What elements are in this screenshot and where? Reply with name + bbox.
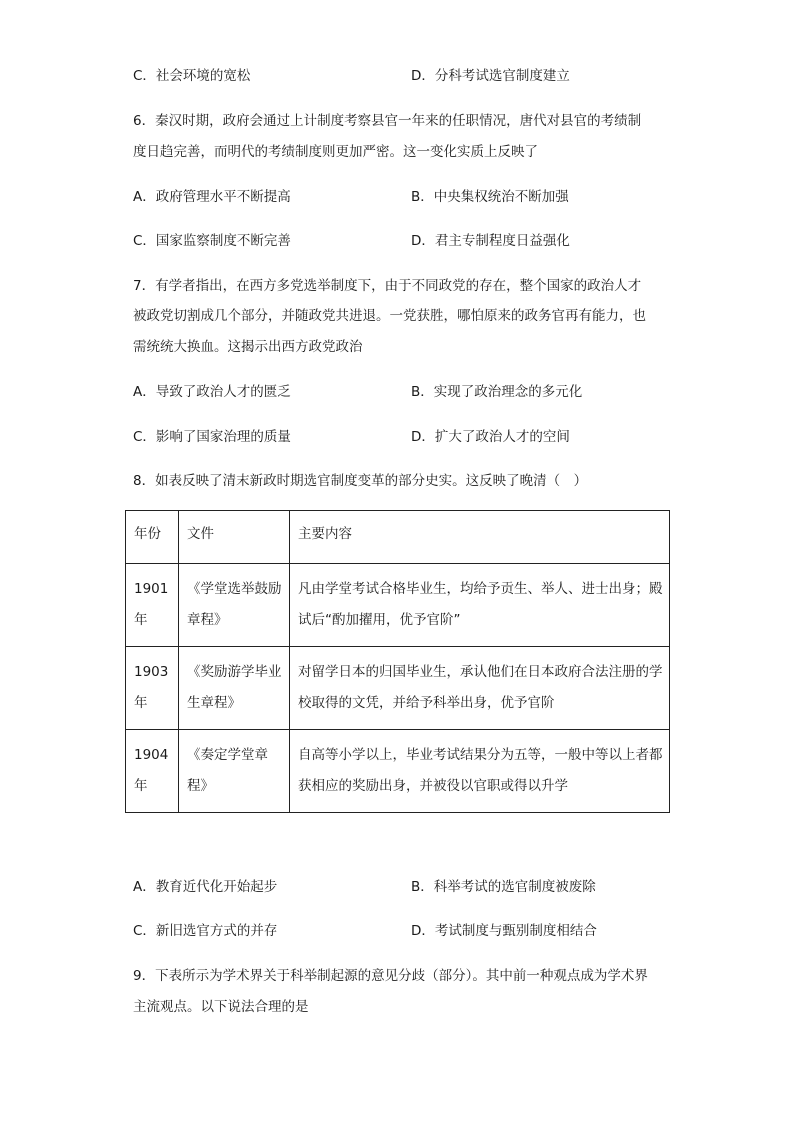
q7-option-c: C．影响了国家治理的质量 bbox=[133, 429, 291, 445]
table-cell-content: 凡由学堂考试合格毕业生，均给予贡生、举人、进士出身；殿试后“酌加擢用，优予官阶” bbox=[290, 564, 670, 647]
q7-option-a: A．导致了政治人才的匮乏 bbox=[133, 384, 291, 400]
q7-option-d: D．扩大了政治人才的空间 bbox=[411, 429, 570, 445]
q6-option-a: A．政府管理水平不断提高 bbox=[133, 189, 291, 205]
table-cell-year: 1904年 bbox=[126, 730, 179, 813]
q5-option-c: C．社会环境的宽松 bbox=[133, 68, 251, 84]
table-cell-content: 自高等小学以上，毕业考试结果分为五等，一般中等以上者都获相应的奖励出身，并被役以官职或得以升学 bbox=[290, 730, 670, 813]
q6-option-b: B．中央集权统治不断加强 bbox=[411, 189, 569, 205]
q6-option-d: D．君主专制程度日益强化 bbox=[411, 233, 570, 249]
table-cell-content: 对留学日本的归国毕业生，承认他们在日本政府合法注册的学校取得的文凭，并给予科举出身，优予官阶 bbox=[290, 647, 670, 730]
table-header-content: 主要内容 bbox=[290, 511, 670, 564]
q9-stem-line-1: 9．下表所示为学术界关于科举制起源的意见分歧（部分）。其中前一种观点成为学术界 bbox=[133, 968, 648, 984]
table-row bbox=[126, 730, 670, 813]
q8-option-c: C．新旧选官方式的并存 bbox=[133, 923, 278, 939]
q8-option-a: A．教育近代化开始起步 bbox=[133, 879, 278, 895]
q6-option-c: C．国家监察制度不断完善 bbox=[133, 233, 291, 249]
q6-stem-line-2: 度日趋完善，而明代的考绩制度则更加严密。这一变化实质上反映了 bbox=[133, 144, 538, 160]
table-cell-year: 1903年 bbox=[126, 647, 179, 730]
table-header-row bbox=[126, 511, 670, 564]
table-cell-document: 《奖励游学毕业生章程》 bbox=[179, 647, 290, 730]
q8-option-d: D．考试制度与甄别制度相结合 bbox=[411, 923, 597, 939]
q7-stem-line-2: 被政党切割成几个部分，并随政党共进退。一党获胜，哪怕原来的政务官再有能力，也 bbox=[133, 308, 646, 324]
q8-table bbox=[125, 510, 670, 813]
q5-option-d: D．分科考试选官制度建立 bbox=[411, 68, 570, 84]
table-row bbox=[126, 647, 670, 730]
table-cell-document: 《奏定学堂章程》 bbox=[179, 730, 290, 813]
q9-stem-line-2: 主流观点。以下说法合理的是 bbox=[133, 999, 309, 1015]
q8-stem: 8．如表反映了清末新政时期选官制度变革的部分史实。这反映了晚清（ ） bbox=[133, 473, 588, 489]
q7-stem-line-3: 需统统大换血。这揭示出西方政党政治 bbox=[133, 339, 363, 355]
table-cell-document: 《学堂选举鼓励章程》 bbox=[179, 564, 290, 647]
table-row bbox=[126, 564, 670, 647]
table-cell-year: 1901年 bbox=[126, 564, 179, 647]
table-header-document: 文件 bbox=[179, 511, 290, 564]
q7-stem-line-1: 7．有学者指出，在西方多党选举制度下，由于不同政党的存在，整个国家的政治人才 bbox=[133, 278, 642, 294]
q6-stem-line-1: 6．秦汉时期，政府会通过上计制度考察县官一年来的任职情况，唐代对县官的考绩制 bbox=[133, 113, 642, 129]
q8-option-b: B．科举考试的选官制度被废除 bbox=[411, 879, 596, 895]
q7-option-b: B．实现了政治理念的多元化 bbox=[411, 384, 583, 400]
table-header-year: 年份 bbox=[126, 511, 179, 564]
